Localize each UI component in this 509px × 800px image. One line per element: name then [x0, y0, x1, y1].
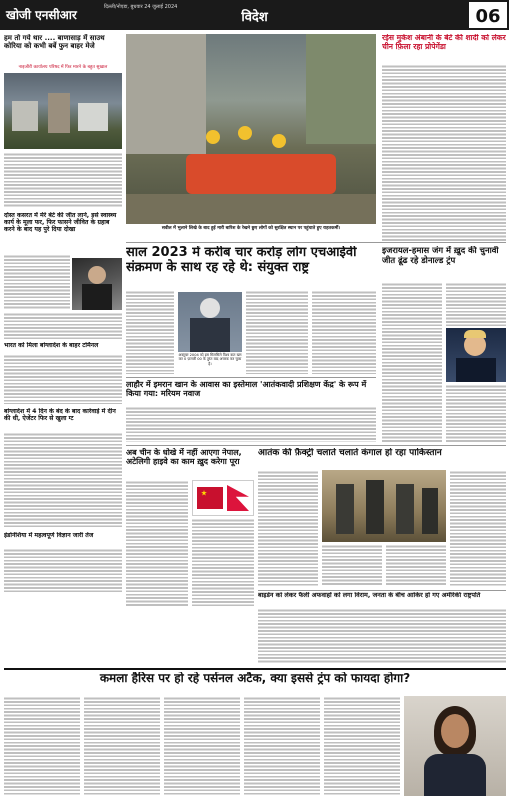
main-headline-block: [126, 246, 376, 286]
photo-figure-shape: [12, 101, 38, 131]
flags-photo: [192, 480, 254, 516]
divider: [126, 377, 376, 378]
left-story4-headline: बांग्लादेश में 4 दिन के बंद के बाद कार्रवाई में दीन की धी, ऐजेंटर फिर से खुला ग्ट: [4, 408, 116, 423]
flood-rescue-photo: [126, 34, 376, 224]
left-story2-body: [4, 254, 70, 310]
body-text-lines: [4, 354, 122, 404]
dateline: दिल्ली/नोएडा, बुधवार 24 जुलाई 2024: [104, 4, 178, 10]
body-text-lines: [164, 696, 240, 796]
trump-photo: [446, 328, 506, 382]
left-story1-body: [4, 152, 122, 208]
kamala-story-body-5: [324, 696, 400, 796]
photo-figure-shape: [366, 480, 384, 534]
body-text-lines: [244, 696, 320, 796]
china-flag-shape: [197, 487, 223, 509]
imran-story-body: [126, 406, 376, 442]
right-story1-headline-block: [382, 34, 506, 62]
pak-story-body-4: [450, 470, 506, 586]
biden-headline: बाइडेन को लेकर फैली अफवाहों को लगा विराम, जनता के बीच आकिर हो गए अमेरिकी राष्ट्रपति: [258, 592, 481, 599]
body-text-lines: [126, 290, 174, 374]
photo-face-shape: [88, 266, 106, 284]
left-story5-headline: इंडोनेशिया में महत्वपूर्ण विज्ञान जारी तेज: [4, 532, 94, 539]
main-headline: साल 2023 में करीब चार करोड़ लोग एचआईवी संक्रमण के साथ रह रहे थे: संयुक्त राष्ट्र: [126, 246, 357, 275]
body-text-lines: [324, 696, 400, 796]
photo-helmet-shape: [272, 134, 286, 148]
body-text-lines: [450, 470, 506, 586]
body-text-lines: [312, 290, 376, 374]
divider: [126, 445, 506, 446]
left-story1-headline: हम तो गये थार .... बाणासाड़ में साउथ कोरिया को कभी बर्बे फुन बाहर मेजे: [4, 34, 105, 51]
main-story-photo: [178, 292, 242, 352]
body-text-lines: [382, 282, 442, 442]
body-text-lines: [382, 64, 506, 242]
main-story-body-2: [246, 290, 308, 374]
body-text-lines: [4, 254, 70, 310]
photo-figure-shape: [336, 484, 354, 534]
main-story-body-3: [312, 290, 376, 374]
biden-headline-block: [258, 592, 506, 606]
nepal-story-body-2: [192, 518, 254, 606]
israel-headline: इजरायल-हमास जंग में ख़ुद की चुनावी जीत ढूंढ रहे डोनाल्ड ट्रंप: [382, 246, 499, 265]
militants-photo: [322, 470, 446, 542]
body-text-lines: [4, 696, 80, 796]
section-title: विदेश: [241, 10, 268, 25]
israel-headline-block: [382, 246, 506, 280]
right-story1-headline: रईस मुकेश अंबानी के बेटे की शादी को लेकर चीन फ़िला रहा प्रोपेगेंडा: [382, 34, 506, 51]
left-story2-body-cont: [4, 312, 122, 340]
photo-figure-shape: [78, 103, 108, 131]
photo-helmet-shape: [206, 130, 220, 144]
body-text-lines: [446, 384, 506, 442]
pak-story-body-3: [386, 544, 446, 586]
main-story-photo-caption: अक्टूबर 2004 को इस सिलसिले विश्व बात खन कर 0 फ़रवरी 00 के तुरंत बाद अचरक कर चुका है।: [178, 353, 242, 366]
body-text-lines: [258, 470, 318, 586]
nepal-story-body-1: [126, 480, 188, 606]
left-story3-headline-block: [4, 342, 122, 352]
body-text-lines: [258, 608, 506, 664]
nepal-flag-shape: [227, 485, 249, 511]
israel-story-body-2: [446, 282, 506, 326]
brand-name: खोजी एनसीआर: [6, 8, 77, 22]
imran-headline: लाहौर में इमरान खान के आवास का इस्तेमाल 'आतंकवादी प्रशिक्षण केंद्र' के रूप में किया गया: मरियम नवाज: [126, 380, 367, 399]
photo-water-shape: [126, 194, 376, 224]
page-number: 06: [467, 0, 509, 30]
left-story1-headline-block: [4, 34, 122, 64]
body-text-lines: [126, 406, 376, 442]
left-story1-subhead-block: [4, 64, 122, 72]
kamala-story-body-2: [84, 696, 160, 796]
left-story1-subhead: नाइजीरी कार्यालय परिषद में फिर मारने के बहुत सुखाल: [18, 65, 108, 70]
photo-boat-shape: [186, 154, 336, 194]
israel-story-body-3: [446, 384, 506, 442]
photo-body-shape: [82, 284, 112, 310]
left-story4-headline-block: [4, 408, 122, 430]
kamala-headline-block: [4, 672, 506, 694]
body-text-lines: [192, 518, 254, 606]
right-story1-body: [382, 64, 506, 242]
photo-figure-shape: [422, 488, 438, 534]
photo-body-shape: [190, 318, 230, 352]
body-text-lines: [4, 548, 122, 592]
divider: [4, 668, 506, 670]
kamala-story-body-3: [164, 696, 240, 796]
body-text-lines: [4, 312, 122, 340]
left-story2-photo: [72, 258, 122, 310]
body-text-lines: [4, 432, 122, 528]
flood-photo-caption: सवील में भुलाने लिखे के बाद हुई मारी बारिश के रेखने छुए लोगों को सुरक्षित स्थान पर पहुंचाते हुए राहतकर्मी।: [161, 226, 341, 231]
photo-tree-shape: [306, 34, 376, 144]
body-text-lines: [322, 544, 382, 586]
nepal-headline: अब चीन के धोखे में नहीं आएगा नेपाल, अटेलिगी हाइवे का काम ख़ुद करेगा पूरा: [126, 448, 242, 467]
pak-story-body-2: [322, 544, 382, 586]
photo-hair-shape: [464, 330, 486, 338]
kamala-headline: कमला हैरिस पर हो रहे पर्सनल अटैक, क्या इससे ट्रंप को फायदा होगा?: [99, 672, 411, 685]
body-text-lines: [246, 290, 308, 374]
body-text-lines: [446, 282, 506, 326]
photo-figure-shape: [48, 93, 70, 133]
pak-headline: आतंक की फ़ैक्ट्री चलाते चलाते कंगाल हो रहा पाकिस्तान: [258, 448, 442, 458]
body-text-lines: [84, 696, 160, 796]
kamala-story-body-1: [4, 696, 80, 796]
body-text-lines: [4, 152, 122, 208]
left-story3-body: [4, 354, 122, 404]
left-story5-headline-block: [4, 532, 122, 546]
photo-body-shape: [424, 754, 486, 796]
photo-helmet-shape: [238, 126, 252, 140]
left-story1-photo: [4, 73, 122, 149]
main-story-body-1: [126, 290, 174, 374]
israel-story-body-1: [382, 282, 442, 442]
pak-headline-block: [258, 448, 506, 466]
left-story2-headline-block: [4, 212, 122, 252]
pak-story-body-1: [258, 470, 318, 586]
imran-headline-block: [126, 380, 376, 404]
divider: [258, 590, 506, 591]
body-text-lines: [126, 480, 188, 606]
photo-figure-shape: [396, 484, 414, 534]
kamala-story-body-4: [244, 696, 320, 796]
photo-face-shape: [441, 714, 469, 748]
biden-story-body: [258, 608, 506, 664]
body-text-lines: [386, 544, 446, 586]
left-story2-headline: दोस्त कसरत में मेरे बेटे की जीत लाने, इसे स्वास्थ्य कार्य के मूला फर, फिर फासने जीवित के ग्रहाब करने के बाद यह पुरे दिया दोखा: [4, 212, 117, 234]
photo-face-shape: [200, 298, 220, 318]
kamala-photo: [404, 696, 506, 796]
photo-building-shape: [126, 34, 206, 154]
photo-body-shape: [456, 358, 496, 382]
nepal-headline-block: [126, 448, 254, 478]
left-story3-headline: भारत को मिला बांग्लादेश के बाहर टर्मिनल: [4, 342, 99, 349]
left-story5-body: [4, 548, 122, 592]
divider: [126, 242, 506, 243]
masthead: [0, 0, 509, 30]
left-story4-body: [4, 432, 122, 528]
